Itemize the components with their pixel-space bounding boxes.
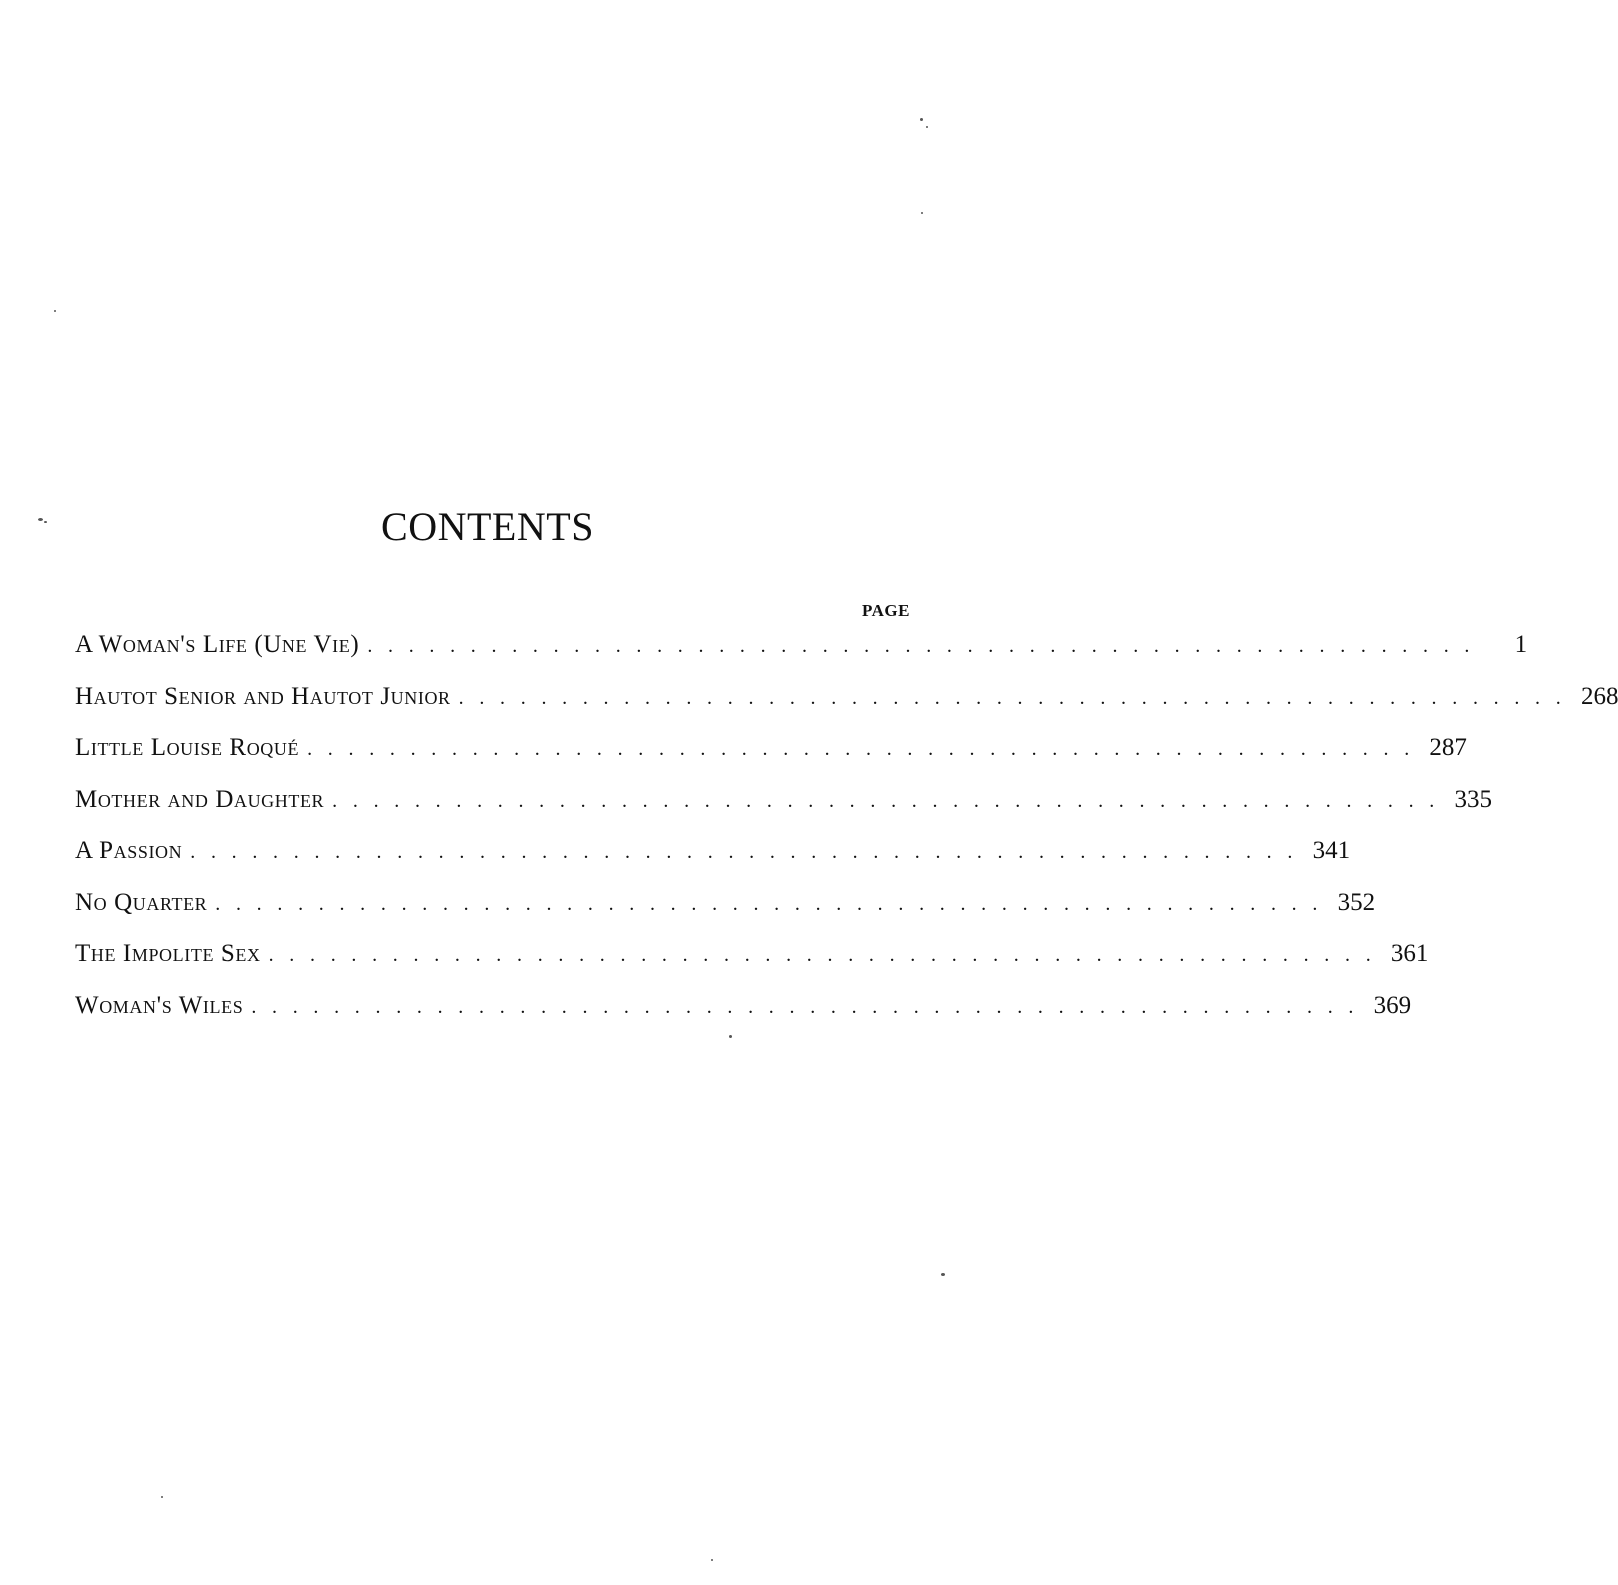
toc-entry <box>75 734 1467 786</box>
toc-entry <box>75 991 1412 1044</box>
scan-speck <box>54 310 56 312</box>
scan-speck <box>926 126 928 128</box>
scan-speck <box>44 521 47 523</box>
toc-entry-page: 335 <box>1454 785 1492 813</box>
dot-leader: ...................................................... <box>307 738 1425 760</box>
scan-speck <box>920 118 923 121</box>
scan-speck <box>161 1496 163 1498</box>
toc-entry <box>75 888 1376 941</box>
scan-speck <box>711 1559 713 1561</box>
toc-entry-page: 352 <box>1337 888 1376 916</box>
toc-entry-page: 341 <box>1312 837 1351 864</box>
toc-entry-title: The Impolite Sex <box>75 940 261 967</box>
dot-leader: ...................................................... <box>367 635 1486 657</box>
toc-entry-title: A Passion <box>75 837 183 864</box>
toc-entry-title: Mother and Daughter <box>75 785 325 813</box>
toc-entry-page: 287 <box>1429 734 1467 761</box>
dot-leader: ...................................................... <box>190 841 1309 863</box>
toc-entry <box>75 940 1429 992</box>
toc-entry-title: Hautot Senior and Hautot Junior <box>75 682 451 710</box>
toc-entry <box>75 785 1492 838</box>
dot-leader: ...................................................... <box>332 789 1450 812</box>
toc-entry <box>75 837 1351 889</box>
toc-entry <box>75 631 1528 683</box>
dot-leader: ...................................................... <box>268 944 1387 966</box>
dot-leader: ...................................................... <box>251 995 1370 1018</box>
toc-entry-page: 1 <box>1514 631 1528 658</box>
toc-entry-title: No Quarter <box>75 888 208 916</box>
page-column-header: PAGE <box>862 601 910 620</box>
toc-entry-page: 361 <box>1390 940 1429 967</box>
toc-entry <box>75 682 1618 735</box>
scan-speck <box>921 212 923 214</box>
scan-speck <box>941 1273 945 1276</box>
toc-entry-title: Woman's Wiles <box>75 991 244 1019</box>
toc-entry-title: Little Louise Roqué <box>75 734 300 761</box>
toc-entry-page: 268 <box>1580 682 1618 710</box>
table-of-contents <box>75 631 1618 1043</box>
dot-leader: ...................................................... <box>215 892 1334 915</box>
dot-leader: ...................................................... <box>458 686 1577 709</box>
page-title: CONTENTS <box>381 504 594 549</box>
scan-speck <box>38 518 43 521</box>
scan-speck <box>729 1035 732 1038</box>
toc-entry-title: A Woman's Life (Une Vie) <box>75 631 360 658</box>
toc-entry-page: 369 <box>1373 991 1412 1019</box>
